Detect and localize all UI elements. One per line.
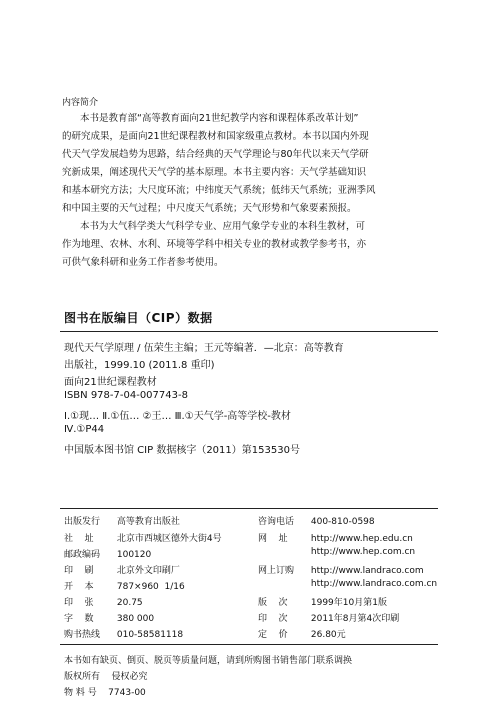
cip-line: ISBN 978-7-04-007743-8 bbox=[64, 390, 188, 401]
pub-row-printing bbox=[258, 611, 399, 624]
pub-key: 版 次 bbox=[258, 598, 288, 608]
pub-row-edition bbox=[258, 595, 387, 608]
pub-value: 北京外文印刷厂 bbox=[116, 566, 180, 576]
pub-value: 1999年10月第1版 bbox=[310, 598, 387, 608]
quality-notice: 本书如有缺页、倒页、脱页等质量问题，请到所购图书销售部门联系调换 bbox=[64, 656, 353, 666]
pub-key: 出版发行 bbox=[64, 517, 101, 527]
pub-key: 印 刷 bbox=[64, 566, 94, 576]
intro-line: 作为地理、农林、水利、环境等学科中相关专业的教材或教学参考书，亦 bbox=[62, 239, 367, 250]
intro-heading: 内容简介 bbox=[62, 98, 99, 108]
pub-key: 网 址 bbox=[258, 534, 288, 544]
pub-row-printer bbox=[64, 563, 180, 576]
cip-line: 中国版本图书馆 CIP 数据核字（2011）第153530号 bbox=[64, 445, 300, 456]
pub-row-website bbox=[258, 531, 413, 544]
cip-title: 图书在版编目（CIP）数据 bbox=[64, 311, 213, 325]
pub-key: 印 次 bbox=[258, 614, 288, 624]
cip-line: 面向21世纪课程教材 bbox=[64, 377, 157, 388]
intro-line: 和基本研究方法；大尺度环流；中纬度天气系统；低纬天气系统；亚洲季风 bbox=[62, 185, 376, 196]
pub-key: 字 数 bbox=[64, 614, 94, 624]
intro-line: 代天气学发展趋势为思路，结合经典的天气学理论与80年代以来天气学研 bbox=[62, 149, 369, 160]
intro-line: 究新成果，阐述现代天气学的基本原理。本书主要内容：天气学基础知识 bbox=[62, 167, 367, 178]
pub-row-price bbox=[258, 627, 346, 640]
pub-value: 20.75 bbox=[116, 598, 143, 608]
cip-line: 出版社，1999.10 (2011.8 重印) bbox=[64, 360, 215, 371]
cip-line: Ⅰ.①现… Ⅱ.①伍… ②王… Ⅲ.①天气学-高等学校-教材 bbox=[64, 411, 291, 422]
pub-value: http://www.landraco.com.cn bbox=[310, 579, 438, 589]
pub-value: 010-58581118 bbox=[116, 630, 184, 640]
pub-row-format bbox=[64, 579, 185, 592]
divider bbox=[60, 508, 438, 509]
pub-key: 社 址 bbox=[64, 534, 94, 544]
pub-key: 购书热线 bbox=[64, 630, 101, 640]
pub-row-publisher bbox=[64, 514, 180, 527]
intro-line: 的研究成果，是面向21世纪课程教材和国家级重点教材。本书以国内外现 bbox=[62, 131, 369, 142]
cip-line: Ⅳ.①P44 bbox=[64, 424, 105, 435]
pub-row-sheets bbox=[64, 595, 143, 608]
pub-row-wordcount bbox=[64, 611, 154, 624]
intro-line: 本书是教育部“高等教育面向21世纪教学内容和课程体系改革计划” bbox=[80, 113, 359, 124]
pub-row-online-order-2 bbox=[258, 579, 437, 589]
intro-line: 可供气象科研和业务工作者参考使用。 bbox=[62, 257, 224, 268]
pub-key: 邮政编码 bbox=[64, 550, 101, 560]
divider bbox=[60, 644, 438, 645]
pub-value: 380 000 bbox=[116, 614, 155, 624]
pub-row-hotline bbox=[64, 627, 183, 640]
pub-row-phone bbox=[258, 514, 375, 527]
pub-row-address bbox=[64, 531, 222, 544]
pub-value: 2011年8月第4次印刷 bbox=[310, 614, 400, 624]
divider bbox=[60, 331, 438, 332]
pub-key: 咨询电话 bbox=[258, 517, 295, 527]
pub-value: 400-810-0598 bbox=[310, 517, 375, 527]
copyright-notice: 版权所有 侵权必究 bbox=[64, 672, 148, 682]
pub-value: 100120 bbox=[116, 550, 152, 560]
pub-value: 787×960 1/16 bbox=[116, 582, 185, 592]
material-number: 物 料 号 7743-00 bbox=[64, 688, 146, 698]
pub-value: 北京市西城区德外大街4号 bbox=[116, 534, 222, 544]
pub-row-online-order bbox=[258, 563, 424, 576]
pub-key: 印 张 bbox=[64, 598, 94, 608]
pub-row-website-2 bbox=[258, 547, 415, 557]
pub-row-postcode bbox=[64, 547, 151, 560]
pub-value: http://www.landraco.com bbox=[310, 566, 424, 576]
intro-line: 本书为大气科学类大气科学专业、应用气象学专业的本科生教材，可 bbox=[80, 221, 366, 232]
pub-value: 26.80元 bbox=[310, 630, 346, 640]
pub-value: http://www.hep.edu.cn bbox=[310, 534, 413, 544]
pub-value: 高等教育出版社 bbox=[116, 517, 180, 527]
intro-line: 和中国主要的天气过程；中尺度天气系统；天气形势和气象要素预报。 bbox=[62, 203, 357, 214]
cip-line: 现代天气学原理 / 伍荣生主编；王元等编著．—北京：高等教育 bbox=[64, 343, 344, 354]
pub-key: 开 本 bbox=[64, 582, 94, 592]
pub-value: http://www.hep.com.cn bbox=[310, 547, 416, 557]
pub-key: 网上订购 bbox=[258, 566, 295, 576]
pub-key: 定 价 bbox=[258, 630, 288, 640]
